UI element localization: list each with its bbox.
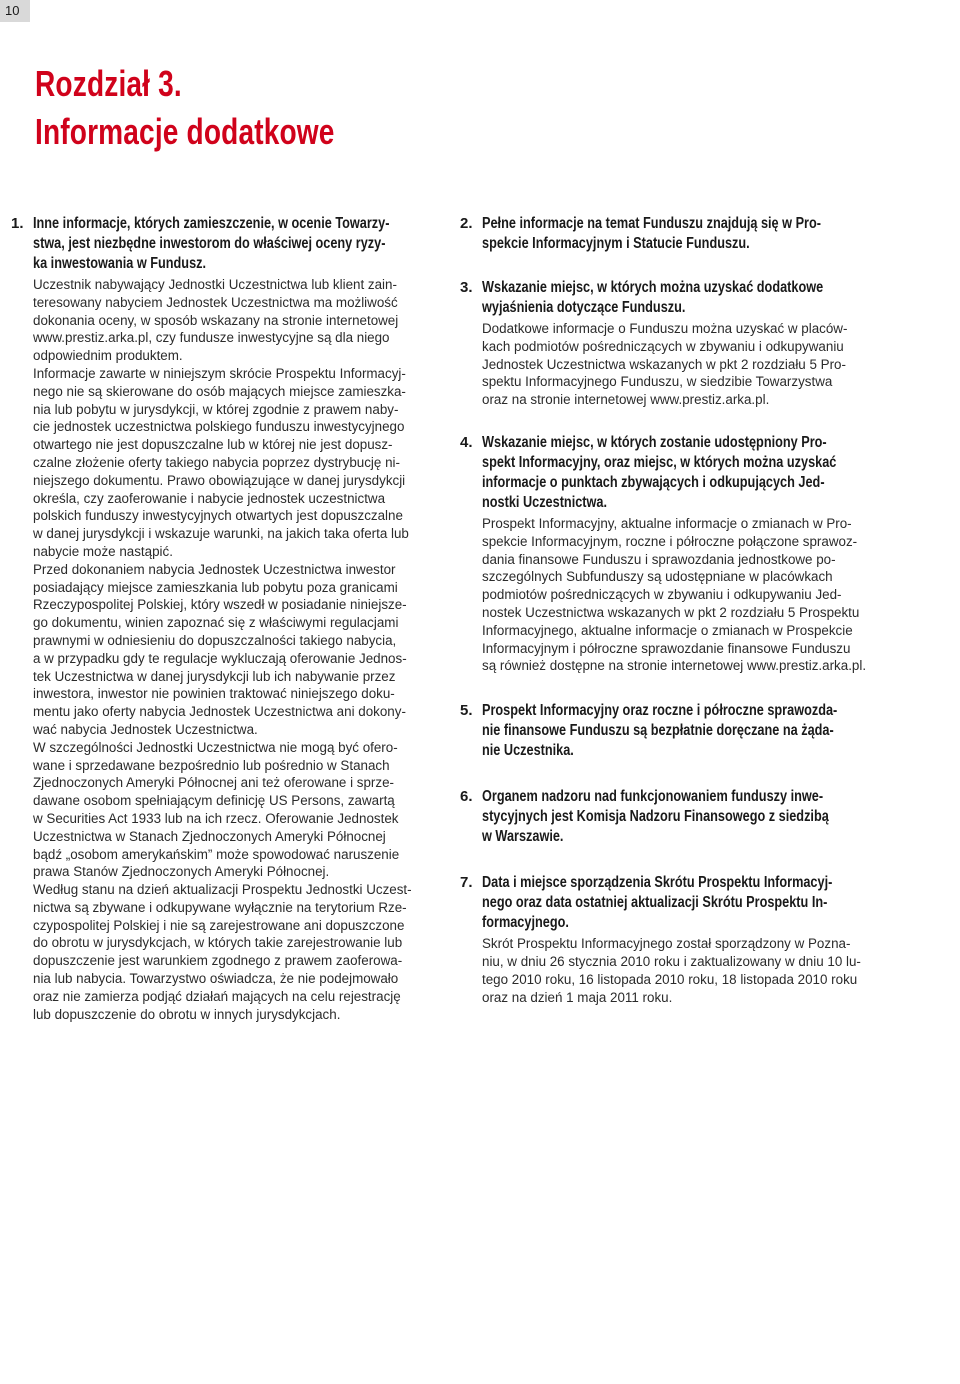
section-heading xyxy=(482,214,890,254)
body-line: a w przypadku gdy te regulacje wykluczają oferowanie Jednos- xyxy=(33,650,407,666)
body-line: Jednostek Uczestnictwa wskazanych w pkt 2 rozdziału 5 Pro- xyxy=(482,356,846,372)
section-body xyxy=(33,276,431,1023)
heading-line: stwa, jest niezbędne inwestorom do właściwej oceny ryzy- xyxy=(33,235,386,252)
heading-line: Data i miejsce sporządzenia Skrótu Prospektu Informacyj- xyxy=(482,874,833,892)
body-line: dopuszczenie jest warunkiem zgodnego z prawem zaoferowa- xyxy=(33,953,403,969)
section-2 xyxy=(460,214,890,254)
body-line: go dokumentu, winien zapoznać się z właściwymi regulacjami xyxy=(33,615,399,631)
section-number: 7. xyxy=(460,874,473,892)
section-6 xyxy=(460,787,890,847)
body-line: Informacje zawarte w niniejszym skrócie Prospektu Informacyj- xyxy=(33,365,406,381)
section-heading xyxy=(482,701,890,761)
section-3 xyxy=(460,278,890,409)
body-line: w danej jurysdykcji i wskazuje warunki, na jakich taka oferta lub xyxy=(33,526,409,542)
body-line: posiadający miejsce zamieszkania lub pobytu poza granicami xyxy=(33,579,398,595)
body-line: odpowiednim produktem. xyxy=(33,348,183,364)
body-line: nictwa są zbywane i odkupywane wyłącznie na terytorium Rze- xyxy=(33,899,407,915)
heading-line: wyjaśnienia dotyczące Funduszu. xyxy=(482,299,686,316)
body-line: www.prestiz.arka.pl, czy fundusze inwestycyjne są dla niego xyxy=(33,330,390,346)
body-line: są również dostępne na stronie internetowej www.prestiz.arka.pl. xyxy=(482,658,867,674)
body-line: kach podmiotów pośredniczących w zbywaniu i odkupywaniu xyxy=(482,338,844,354)
body-line: nego nie są skierowane do osób mających miejsce zamieszka- xyxy=(33,383,406,399)
heading-line: nego oraz data ostatniej aktualizacji Skrótu Prospektu In- xyxy=(482,894,828,912)
body-line: wane i sprzedawane bezpośrednio lub pośrednio w Stanach xyxy=(33,757,390,773)
right-column xyxy=(460,214,890,1006)
section-heading xyxy=(482,278,890,318)
section-4 xyxy=(460,433,890,675)
section-heading xyxy=(482,787,890,847)
body-line: w Securities Act 1933 lub na ich rzecz. Oferowanie Jednostek xyxy=(33,810,399,826)
section-1 xyxy=(11,214,431,1023)
body-line: szczególnych Subfunduszy są udostępniane w placówkach xyxy=(482,569,833,585)
chapter-title-line2: Informacje dodatkowe xyxy=(35,111,335,152)
heading-line: formacyjnego. xyxy=(482,914,569,932)
heading-line: informacje o punktach zbywających i odkupujących Jed- xyxy=(482,473,825,491)
body-line: tego 2010 roku, 16 listopada 2010 roku, 18 listopada 2010 roku xyxy=(482,971,858,987)
body-line: bądź „osobom amerykańskim” może spowodować naruszenie xyxy=(33,846,400,862)
body-line: Uczestnictwa w Stanach Zjednoczonych Ameryki Północnej xyxy=(33,828,386,844)
body-line: podmiotów pośredniczących w zbywaniu i odkupywaniu Jed- xyxy=(482,587,842,603)
body-line: Zjednoczonych Ameryki Północnej ani też oferowane i sprze- xyxy=(33,775,394,791)
body-line: Uczestnik nabywający Jednostki Uczestnictwa lub klient zain- xyxy=(33,277,397,292)
section-number: 5. xyxy=(460,702,473,720)
body-line: wać nabycia Jednostek Uczestnictwa. xyxy=(33,721,258,737)
heading-line: nostki Uczestnictwa. xyxy=(482,493,608,511)
body-line: dawane osobom spełniającym definicję US Persons, zawartą xyxy=(33,793,395,809)
body-line: teresowany nabyciem Jednostek Uczestnictwa ma możliwość xyxy=(33,294,398,310)
section-body xyxy=(482,515,890,675)
body-line: Dodatkowe informacje o Funduszu można uzyskać w placów- xyxy=(482,321,848,336)
body-line: Przed dokonaniem nabycia Jednostek Uczestnictwa inwestor xyxy=(33,561,396,577)
body-line: Według stanu na dzień aktualizacji Prospektu Jednostki Uczest- xyxy=(33,882,412,898)
body-line: mentu jako oferty nabycia Jednostek Uczestnictwa ani dokony- xyxy=(33,704,406,720)
heading-line: Pełne informacje na temat Funduszu znajdują się w Pro- xyxy=(482,215,822,232)
body-line: dokonania oceny, w sposób wskazany na stronie internetowej xyxy=(33,312,399,328)
body-line: dania finansowe Funduszu i sprawozdania jednostkowe po- xyxy=(482,551,836,567)
body-line: nabycie może nastąpić. xyxy=(33,543,173,559)
section-number: 2. xyxy=(460,215,473,232)
heading-line: ka inwestowania w Fundusz. xyxy=(33,255,207,272)
body-line: cie jednostek uczestnictwa polskiego funduszu inwestycyjnego xyxy=(33,419,405,435)
body-line: tek Uczestnictwa w danej jurysdykcji lub ich nabywanie przez xyxy=(33,668,396,684)
body-line: Informacyjnego, aktualne informacje o zmianach w Prospekcie xyxy=(482,622,853,638)
body-line: Rzeczypospolitej Polskiej, który wszedł w posiadanie niniejsze- xyxy=(33,597,407,613)
section-7 xyxy=(460,873,890,1006)
heading-line: Wskazanie miejsc, w których można uzyskać dodatkowe xyxy=(482,279,824,296)
body-line: spektu Informacyjnego Funduszu, w siedzibie Towarzystwa xyxy=(482,374,833,390)
heading-line: Wskazanie miejsc, w których zostanie udostępniony Pro- xyxy=(482,433,827,451)
chapter-title xyxy=(35,60,335,156)
body-line: czypospolitej Polskiej i nie są zarejestrowane ani dopuszczone xyxy=(33,917,405,933)
body-line: inwestora, inwestor nie powinien traktować niniejszego doku- xyxy=(33,686,395,702)
section-heading xyxy=(482,433,890,513)
body-line: prawa Stanów Zjednoczonych Ameryki Północnej. xyxy=(33,864,330,880)
section-body xyxy=(482,320,890,409)
body-line: nia lub nabycia. Towarzystwo oświadcza, że nie podejmowało xyxy=(33,971,399,987)
section-heading xyxy=(482,873,890,933)
chapter-title-line1: Rozdział 3. xyxy=(35,63,182,104)
body-line: czalne złożenie oferty takiego nabycia poprzez dystrybucję ni- xyxy=(33,454,400,470)
heading-line: Organem nadzoru nad funkcjonowaniem funduszy inwe- xyxy=(482,788,824,806)
body-line: niu, w dniu 26 stycznia 2010 roku i zaktualizowany w dniu 10 lu- xyxy=(482,953,861,969)
section-number: 6. xyxy=(460,788,473,806)
body-line: spekcie Informacyjnym, roczne i półroczne połączone sprawoz- xyxy=(482,533,858,549)
body-line: W szczególności Jednostki Uczestnictwa nie mogą być ofero- xyxy=(33,739,398,755)
body-line: nia lub pobytu w jurysdykcji, w której zgodnie z prawem naby- xyxy=(33,401,399,417)
body-line: Informacyjnym i półroczne sprawozdanie finansowe Funduszu xyxy=(482,640,851,656)
body-line: lub dopuszczenie do obrotu w innych jurysdykcjach. xyxy=(33,1006,341,1022)
body-line: nostek Uczestnictwa wskazanych w pkt 2 rozdziału 5 Prospektu xyxy=(482,604,860,620)
section-number: 4. xyxy=(460,433,473,451)
body-line: oraz nie zamierza podjąć działań mających na celu rejestrację xyxy=(33,988,401,1004)
heading-line: w Warszawie. xyxy=(482,828,564,846)
body-line: Skrót Prospektu Informacyjnego został sporządzony w Pozna- xyxy=(482,936,851,952)
body-line: niejszego dokumentu. Prawo obowiązujące w danej jurysdykcji xyxy=(33,472,406,488)
heading-line: spekcie Informacyjnym i Statucie Funduszu. xyxy=(482,235,750,252)
section-5 xyxy=(460,701,890,761)
heading-line: Prospekt Informacyjny oraz roczne i półroczne sprawozda- xyxy=(482,702,838,720)
body-line: oraz na stronie internetowej www.prestiz.arka.pl. xyxy=(482,392,770,408)
heading-line: spekt Informacyjny, oraz miejsc, w których można uzyskać xyxy=(482,453,837,471)
body-line: Prospekt Informacyjny, aktualne informacje o zmianach w Pro- xyxy=(482,515,852,531)
left-column xyxy=(11,214,431,1043)
body-line: oraz na dzień 1 maja 2011 roku. xyxy=(482,989,673,1005)
section-number: 3. xyxy=(460,279,473,296)
body-line: prawnymi w odniesieniu do dopuszczalności takiego nabycia, xyxy=(33,632,397,648)
heading-line: nie Uczestnika. xyxy=(482,742,574,760)
body-line: określa, czy zaoferowanie i nabycie jednostek uczestnictwa xyxy=(33,490,386,506)
heading-line: stycyjnych jest Komisja Nadzoru Finansowego z siedzibą xyxy=(482,808,829,826)
section-heading xyxy=(33,214,431,274)
heading-line: nie finansowe Funduszu są bezpłatnie doręczane na żąda- xyxy=(482,722,834,740)
body-line: otwartego nie jest dopuszczalne lub w której nie jest dopusz- xyxy=(33,437,393,453)
heading-line: Inne informacje, których zamieszczenie, w ocenie Towarzy- xyxy=(33,215,390,232)
section-body xyxy=(482,935,890,1006)
page-number: 10 xyxy=(0,0,30,22)
body-line: do obrotu w jurysdykcjach, w których takie zarejestrowanie lub xyxy=(33,935,403,951)
section-number: 1. xyxy=(11,215,24,232)
body-line: polskich funduszy inwestycyjnych otwartych jest dopuszczalne xyxy=(33,508,403,524)
